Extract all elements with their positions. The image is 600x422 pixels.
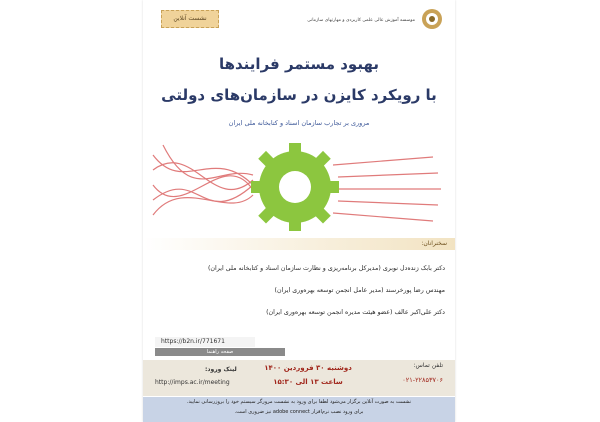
gear-arrows-illustration <box>143 135 455 235</box>
poster-title-line2: با رویکرد کایزن در سازمان‌های دولتی <box>161 86 437 104</box>
footer-note-2: برای ورود نصب نرم‌افزار adobe connect نیز ضروری است. <box>234 409 364 415</box>
contact-number: ۰۲۱-۲۲۸۵۳۷۰۶ <box>402 376 443 384</box>
guide-page-link[interactable]: صفحه راهنما <box>155 348 285 356</box>
tangled-arrows-left <box>153 145 253 215</box>
speaker-item: دکتر بابک زنده‌دل نوبری (مدیرکل برنامه‌ریزی و نظارت سازمان اسناد و کتابخانه ملی ایران) <box>207 265 445 272</box>
speaker-item: دکتر علی‌اکبر عالف (عضو هیئت مدیره انجمن توسعه بهره‌وری ایران) <box>266 309 445 316</box>
org-name: موسسه آموزش عالی علمی کاربردی و مهارتهای سازمانی <box>307 18 415 23</box>
entry-link-label: لینک ورود: <box>205 366 237 373</box>
footer-note-1: نشست به صورت آنلاین برگزار می‌شود لطفا برای ورود به نشست مرورگر سیستم خود را بروزرسانی نمایید. <box>186 399 412 405</box>
speaker-item: مهندس رضا پورخرسند (مدیر عامل انجمن توسعه بهره‌وری ایران) <box>274 287 445 294</box>
gear-icon <box>251 143 339 231</box>
event-time: ساعت ۱۳ الی ۱۵:۳۰ <box>273 378 343 386</box>
straight-arrows-right <box>333 157 441 221</box>
poster-subtitle: مروری بر تجارب سازمان اسناد و کتابخانه ملی ایران <box>228 119 370 127</box>
institute-logo-icon <box>421 8 443 30</box>
poster-title-line1: بهبود مستمر فرایندها <box>218 55 379 73</box>
online-session-badge: نشست آنلاین <box>161 10 219 28</box>
entry-link-url[interactable]: http://imps.ac.ir/meeting <box>155 379 230 386</box>
short-link[interactable]: https://b2n.ir/771671 <box>155 337 255 347</box>
event-poster <box>143 0 455 422</box>
speakers-heading: سخنرانان: <box>143 238 455 250</box>
contact-label: تلفن تماس: <box>413 362 443 369</box>
event-date: دوشنبه ۳۰ فروردین ۱۴۰۰ <box>264 364 352 372</box>
